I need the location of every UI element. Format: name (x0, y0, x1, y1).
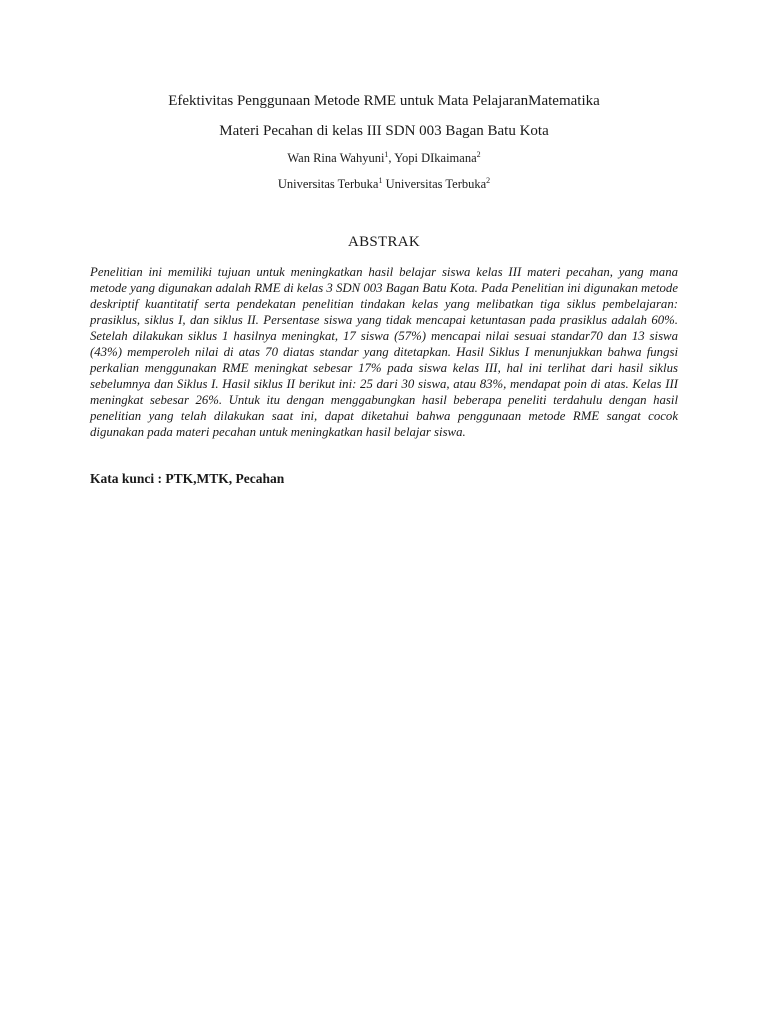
keywords: Kata kunci : PTK,MTK, Pecahan (90, 471, 285, 486)
affiliation-mark: 2 (486, 175, 491, 185)
author-list (0, 151, 768, 166)
author-name: Wan Rina Wahyuni (287, 151, 385, 165)
affiliation-name: Universitas Terbuka (277, 177, 379, 191)
author-affiliation-mark: 2 (476, 149, 481, 159)
affiliation-name: Universitas Terbuka (385, 177, 487, 191)
affiliation-mark: 1 (378, 175, 383, 185)
affiliation-list (0, 177, 768, 192)
paper-title-line-1: Efektivitas Penggunaan Metode RME untuk Mata PelajaranMatematika (168, 93, 600, 109)
author-name: Yopi DIkaimana (394, 151, 477, 165)
author-separator: , (388, 151, 395, 165)
author-affiliation-mark: 1 (384, 149, 389, 159)
abstract-heading: ABSTRAK (347, 234, 421, 250)
paper-title-line-2: Materi Pecahan di kelas III SDN 003 Bagan Batu Kota (219, 123, 549, 139)
abstract-body: Penelitian ini memiliki tujuan untuk meningkatkan hasil belajar siswa kelas III materi pecahan, yang mana metode yang digunakan adalah RME di kelas 3 SDN 003 Bagan Batu Kota. Pada Penelitian ini digunakan metode deskriptif kuantitatif serta pendekatan penelitian tindakan kelas yang melibatkan tiga siklus pembelajaran: prasiklus, siklus I, dan siklus II. Persentase siswa yang tidak mencapai ketuntasan pada prasiklus adalah 60%. Setelah dilakukan siklus 1 hasilnya meningkat, 17 siswa (57%) mencapai nilai sesuai standar70 dan 13 siswa (43%) memperoleh nilai di atas 70 diatas standar yang ditetapkan. Hasil Siklus I menunjukkan bahwa fungsi perkalian menggunakan RME meningkat sebesar 17% pada siswa kelas III, hal ini terlihat dari hasil siklus sebelumnya dan Siklus I. Hasil siklus II berikut ini: 25 dari 30 siswa, atau 83%, mendapat poin di atas. Kelas III meningkat sebesar 26%. Untuk itu dengan menggabungkan hasil beberapa peneliti terdahulu dengan hasil penelitian yang telah dilakukan saat ini, dapat diketahui bahwa penggunaan metode RME sangat cocok digunakan pada materi pecahan untuk meningkatkan hasil belajar siswa. (90, 265, 678, 439)
